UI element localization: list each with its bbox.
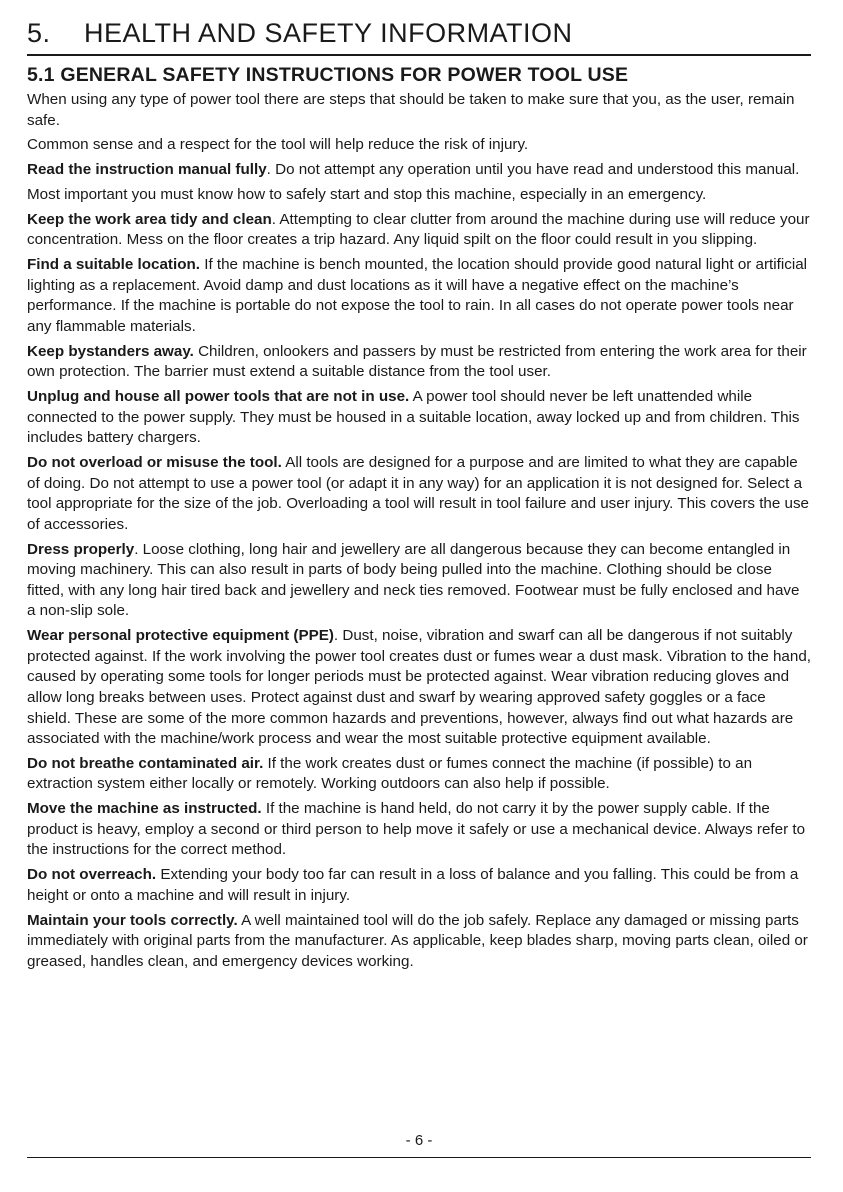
- manual-page: [27, 0, 811, 1192]
- paragraph-text: If the machine is bench mounted, the location should provide good natural light or artificial lighting as a replacement. Avoid damp and dust locations as it will have a negative effect on the machine’s performance. If the machine is portable do not expose the tool to rain. In all cases do not operate power tools near any flammable materials.: [27, 256, 808, 335]
- footer-rule: [27, 1157, 811, 1158]
- safety-paragraph: [27, 342, 811, 383]
- safety-instructions-body: [27, 90, 811, 977]
- paragraph-lead: Keep the work area tidy and clean: [27, 210, 272, 228]
- paragraph-lead: Do not overload or misuse the tool.: [27, 454, 282, 471]
- section-heading: [27, 16, 811, 56]
- safety-paragraph: [27, 255, 811, 337]
- safety-paragraph: [27, 185, 811, 206]
- paragraph-text: . Attempting to clear clutter from around the machine during use will reduce your concentration. Mess on the floor creates a trip hazard. Any liquid spilt on the floor could result in you slipping.: [27, 210, 810, 249]
- paragraph-text: All tools are designed for a purpose and are limited to what they are capable of doing. Do not attempt to use a power tool (or adapt it in any way) for an application it is not designed for. Select a tool appropriate for the size of the job. Overloading a tool will result in tool failure and user injury. This covers the use of accessories.: [27, 454, 810, 533]
- paragraph-text: Children, onlookers and passers by must be restricted from entering the work area for their own protection. The barrier must extend a suitable distance from the tool user.: [27, 342, 807, 381]
- paragraph-text: . Loose clothing, long hair and jewellery are all dangerous because they can become entangled in moving machinery. This can also result in parts of body being pulled into the machine. Clothing should be close fitted, with any long hair tired back and jewellery and neck ties removed. Footwear must be fully enclosed and have a non-slip sole.: [27, 540, 800, 620]
- safety-paragraph: [27, 799, 811, 861]
- paragraph-lead: Find a suitable location.: [27, 256, 200, 274]
- paragraph-text: Common sense and a respect for the tool will help reduce the risk of injury.: [27, 136, 529, 154]
- section-title: HEALTH AND SAFETY INFORMATION: [84, 18, 573, 48]
- safety-paragraph: [27, 754, 811, 795]
- paragraph-lead: Read the instruction manual fully: [27, 161, 267, 179]
- safety-paragraph: [27, 387, 811, 449]
- paragraph-text: If the machine is hand held, do not carry it by the power supply cable. If the product is heavy, employ a second or third person to help move it safely or use a mechanical device. Always refer to the instructions for the correct method.: [27, 800, 806, 859]
- section-number: 5.: [27, 18, 51, 48]
- paragraph-lead: Do not breathe contaminated air.: [27, 754, 264, 772]
- subsection-heading: 5.1 GENERAL SAFETY INSTRUCTIONS FOR POWER TOOL USE: [27, 64, 629, 86]
- paragraph-text: When using any type of power tool there are steps that should be taken to make sure that you, as the user, remain safe.: [27, 91, 795, 129]
- paragraph-lead: Unplug and house all power tools that are not in use.: [27, 388, 410, 406]
- paragraph-lead: Dress properly: [27, 540, 135, 558]
- paragraph-text: . Do not attempt any operation until you have read and understood this manual.: [266, 161, 800, 179]
- safety-paragraph: [27, 865, 811, 906]
- safety-paragraph: [27, 160, 811, 181]
- paragraph-text: If the work creates dust or fumes connect the machine (if possible) to an extraction system either locally or remotely. Working outdoors can also help if possible.: [27, 754, 753, 793]
- paragraph-lead: Move the machine as instructed.: [27, 800, 262, 818]
- safety-paragraph: [27, 453, 811, 535]
- paragraph-text: A well maintained tool will do the job safely. Replace any damaged or missing parts immediately with original parts from the manufacturer. As applicable, keep blades sharp, moving parts clean, oiled or greased, handles clean, and emergency devices working.: [27, 911, 808, 970]
- paragraph-text: . Dust, noise, vibration and swarf can all be dangerous if not suitably protected against. If the work involving the power tool creates dust or fumes wear a dust mask. Vibration to the hand, caused by operating some tools for longer periods must be protected against. Wear vibration reducing gloves and allow long breaks between uses. Protect against dust and swarf by wearing approved safety goggles or a face shield. These are some of the more common hazards and preventions, however, always find out what hazards are associated with the machine/work process and wear the most suitable protective equipment available.: [27, 627, 811, 748]
- paragraph-text: A power tool should never be left unattended while connected to the power supply. They must be housed in a suitable location, away locked up and from children. This includes battery chargers.: [27, 388, 800, 447]
- paragraph-lead: Wear personal protective equipment (PPE): [27, 627, 334, 645]
- page-number: - 6 -: [405, 1132, 433, 1149]
- paragraph-text: Most important you must know how to safely start and stop this machine, especially in an emergency.: [27, 185, 707, 203]
- paragraph-lead: Maintain your tools correctly.: [27, 911, 238, 929]
- safety-paragraph: [27, 90, 811, 131]
- safety-paragraph: [27, 540, 811, 622]
- safety-paragraph: [27, 626, 811, 750]
- safety-paragraph: [27, 135, 811, 156]
- paragraph-lead: Keep bystanders away.: [27, 342, 194, 360]
- safety-paragraph: [27, 911, 811, 973]
- paragraph-text: Extending your body too far can result in a loss of balance and you falling. This could be from a height or onto a machine and will result in injury.: [27, 866, 799, 904]
- safety-paragraph: [27, 210, 811, 251]
- paragraph-lead: Do not overreach.: [27, 866, 157, 884]
